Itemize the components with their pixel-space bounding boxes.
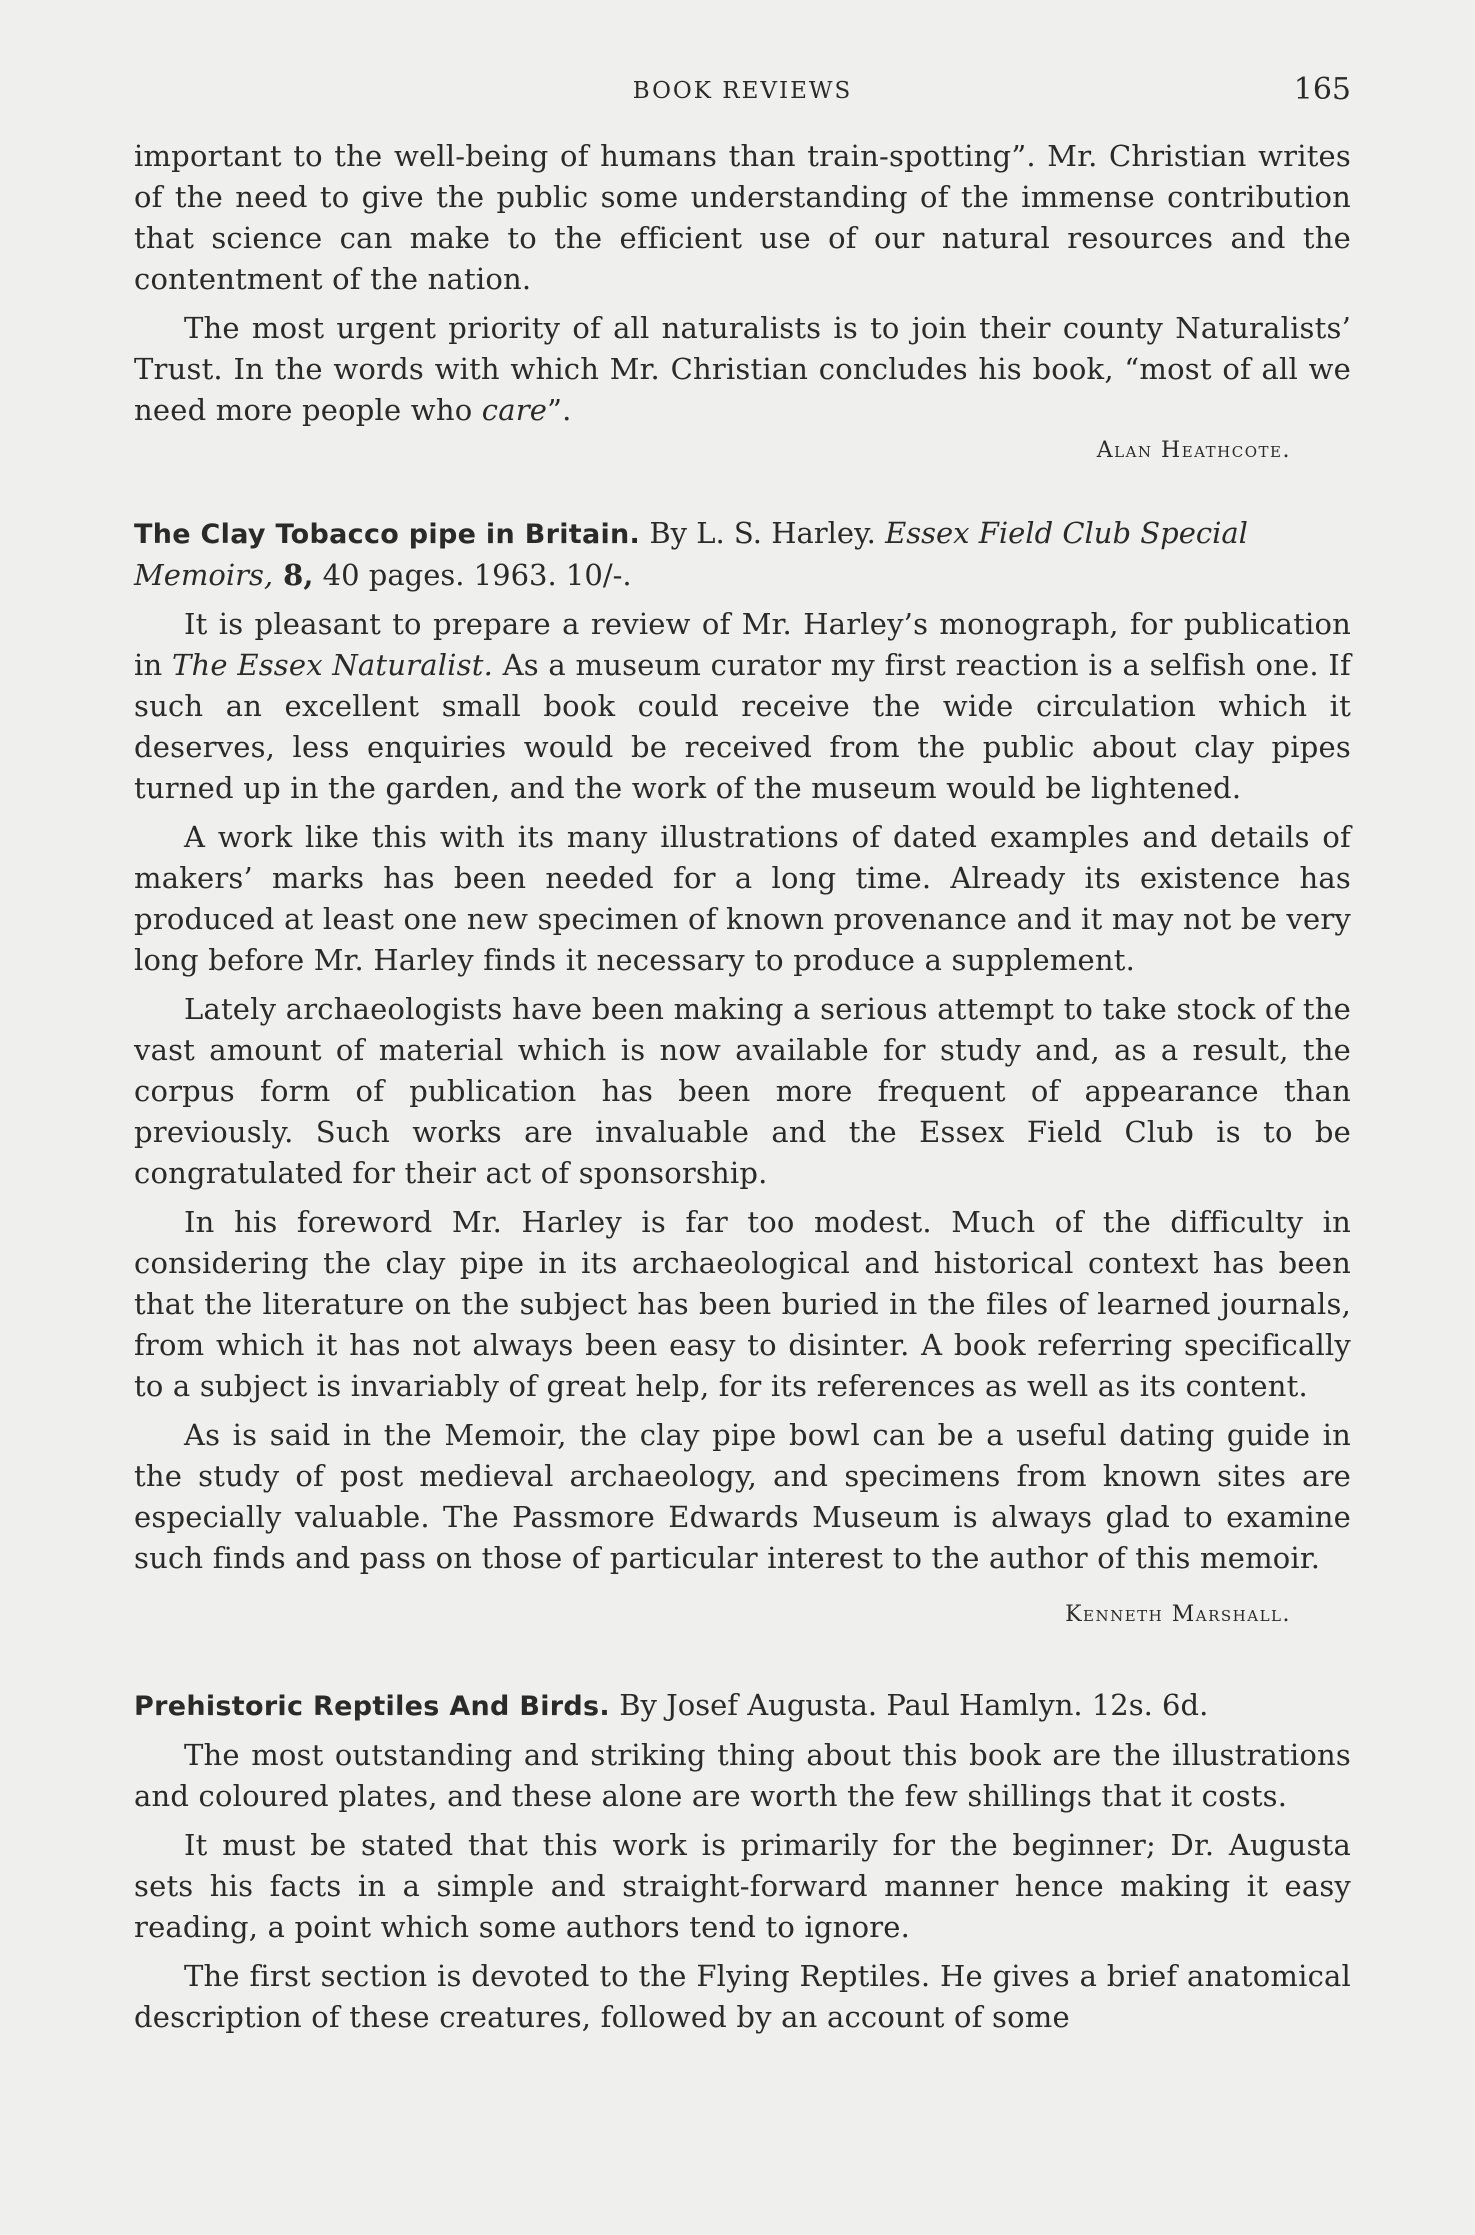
- review2-paragraph-1: [134, 604, 1351, 809]
- review2-series: Essex Field Club Special Memoirs,: [134, 516, 1248, 592]
- review2-paragraph-1-journal: The Essex Naturalist.: [171, 648, 494, 682]
- review1-paragraph-2: [134, 308, 1351, 431]
- review3-title: Prehistoric Reptiles And Birds.: [134, 1691, 610, 1722]
- review2-paragraph-1-rest: As a museum curator my first reaction is a selfish one. If such an excellent small book could receive the wide circulation which it deserves, less enquiries would be received from the public about clay pipes turned up in the garden, and the work of the museum would be lightened.: [134, 648, 1351, 805]
- review2-paragraph-4: In his foreword Mr. Harley is far too modest. Much of the difficulty in considering the clay pipe in its archaeological and historical context has been that the literature on the subject has been buried in the files of learned journals, from which it has not always been easy to disinter. A book referring specifically to a subject is invariably of great help, for its references as well as its content.: [134, 1205, 1351, 1403]
- page-body: [134, 136, 1351, 2038]
- review2-heading: [134, 513, 1351, 596]
- review3-heading: [134, 1685, 1351, 1727]
- review2-title: The Clay Tobacco pipe in Britain.: [134, 519, 641, 550]
- review3-paragraph-1: The most outstanding and striking thing about this book are the illustrations and coloured plates, and these alone are worth the few shillings that it costs.: [134, 1738, 1351, 1813]
- review2-volume: 8,: [273, 558, 314, 592]
- running-head: [134, 72, 1351, 112]
- review2-paragraph-3: Lately archaeologists have been making a serious attempt to take stock of the vast amount of material which is now available for study and, as a result, the corpus form of publication has been more frequent of appearance than previously. Such works are invaluable and the Essex Field Club is to be congratulated for their act of sponsorship.: [134, 992, 1351, 1190]
- review1-paragraph-2-emphasis: care: [481, 393, 548, 427]
- review2-paragraph-2: A work like this with its many illustrations of dated examples and details of makers’ marks has been needed for a long time. Already its existence has produced at least one new specimen of known provenance and it may not be very long before Mr. Harley finds it necessary to produce a supplement.: [134, 820, 1352, 977]
- review2-paragraph-1-text: It is pleasant to prepare a review of Mr. Harley’s monograph, for publication in: [134, 607, 1351, 682]
- page-number: 165: [1293, 72, 1351, 107]
- review2-author: By L. S. Harley.: [640, 516, 886, 550]
- review3-paragraph-2: It must be stated that this work is primarily for the beginner; Dr. Augusta sets his facts in a simple and straight-forward manner hence making it easy reading, a point which some authors tend to ignore.: [134, 1828, 1351, 1944]
- review1-paragraph-2-end: ”.: [547, 393, 572, 427]
- review1-paragraph-2-text: The most urgent priority of all naturalists is to join their county Naturalists’ Trust. In the words with which Mr. Christian concludes his book, “most of all we need more people who: [134, 311, 1351, 427]
- review3-paragraph-3: The first section is devoted to the Flying Reptiles. He gives a brief anatomical description of these creatures, followed by an account of some: [134, 1959, 1351, 2034]
- review2-paragraph-5: As is said in the Memoir, the clay pipe bowl can be a useful dating guide in the study of post medieval archaeology, and specimens from known sites are especially valuable. The Passmore Edwards Museum is always glad to examine such finds and pass on those of particular interest to the author of this memoir.: [134, 1418, 1351, 1575]
- running-head-title: BOOK REVIEWS: [632, 78, 853, 104]
- review2-signature: Kenneth Marshall.: [1065, 1602, 1291, 1627]
- review3-details: By Josef Augusta. Paul Hamlyn. 12s. 6d.: [609, 1688, 1209, 1722]
- review2-details: 40 pages. 1963. 10/-.: [313, 558, 632, 592]
- review1-signature: Alan Heathcote.: [1096, 438, 1291, 463]
- review1-paragraph-1: important to the well-being of humans than train-spotting”. Mr. Christian writes of the need to give the public some understanding of the immense contribution that science can make to the efficient use of our natural resources and the contentment of the nation.: [134, 139, 1351, 296]
